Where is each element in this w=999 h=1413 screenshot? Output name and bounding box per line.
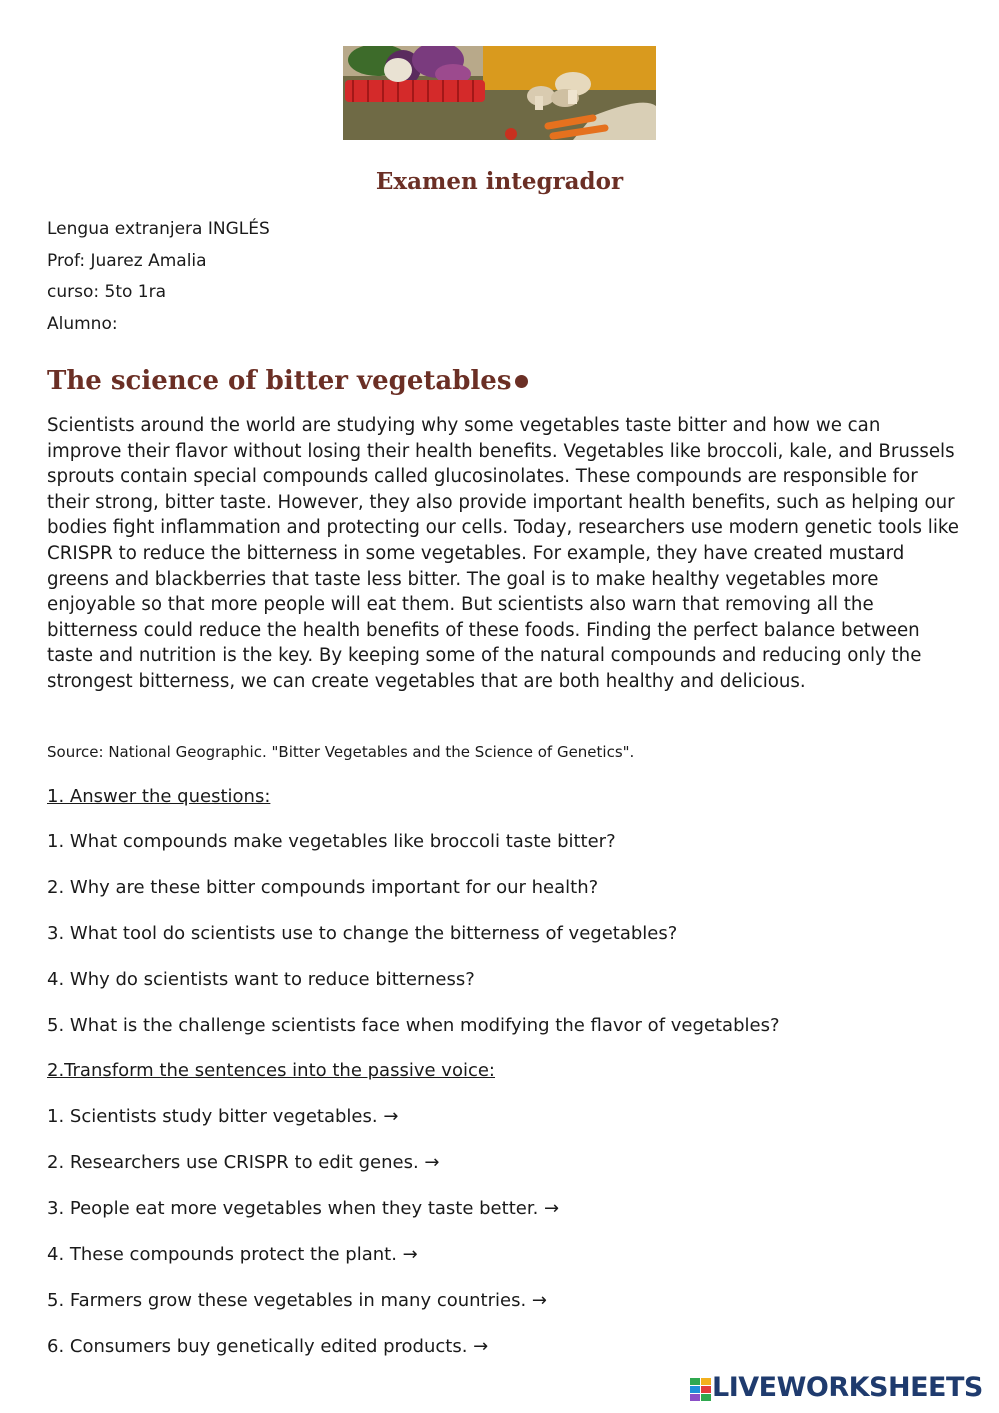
question-4: 4. Why do scientists want to reduce bitterness? [47,969,475,990]
sentence-1: 1. Scientists study bitter vegetables. → [47,1106,399,1127]
bullet-dot-icon [515,375,528,388]
question-2: 2. Why are these bitter compounds important for our health? [47,877,599,898]
exercise2-heading: 2.Transform the sentences into the passive voice: [47,1060,495,1081]
sentence-3: 3. People eat more vegetables when they taste better. → [47,1198,560,1219]
header-vegetables-image [343,46,656,140]
sentence-4: 4. These compounds protect the plant. → [47,1244,418,1265]
sentence-5: 5. Farmers grow these vegetables in many countries. → [47,1290,547,1311]
question-5: 5. What is the challenge scientists face when modifying the flavor of vegetables? [47,1015,780,1036]
student-line: Alumno: [47,314,118,334]
subject-line: Lengua extranjera INGLÉS [47,219,270,239]
liveworksheets-wordmark: LIVEWORKSHEETS [712,1372,983,1403]
sentence-6: 6. Consumers buy genetically edited products. → [47,1336,489,1357]
article-title [47,366,528,396]
article-body: Scientists around the world are studying why some vegetables taste bitter and how we can improve their flavor without losing their health benefits. Vegetables like broccoli, kale, and Brussels sprouts contain special compounds called glucosinolates. These compounds are responsible for their strong, bitter taste. However, they also provide important health benefits, such as helping our bodies fight inflammation and protecting our cells. Today, researchers use modern genetic tools like CRISPR to reduce the bitterness in some vegetables. For example, they have created mustard greens and blackberries that taste less bitter. The goal is to make healthy vegetables more enjoyable so that more people will eat them. But scientists also warn that removing all the bitterness could reduce the health benefits of these foods. Finding the perfect balance between taste and nutrition is the key. By keeping some of the natural compounds and reducing only the strongest bitterness, we can create vegetables that are both healthy and delicious. [47,415,959,692]
exam-title: Examen integrador [375,168,624,195]
sentence-2: 2. Researchers use CRISPR to edit genes. → [47,1152,440,1173]
article-title-text: The science of bitter vegetables [47,366,512,396]
liveworksheets-blocks-icon [690,1378,712,1402]
course-line: curso: 5to 1ra [47,282,167,302]
question-3: 3. What tool do scientists use to change the bitterness of vegetables? [47,923,678,944]
question-1: 1. What compounds make vegetables like broccoli taste bitter? [47,831,616,852]
exercise1-heading: 1. Answer the questions: [47,786,271,807]
article-source: Source: National Geographic. "Bitter Vegetables and the Science of Genetics". [47,743,635,761]
teacher-line: Prof: Juarez Amalia [47,251,207,271]
liveworksheets-logo [690,1372,990,1406]
